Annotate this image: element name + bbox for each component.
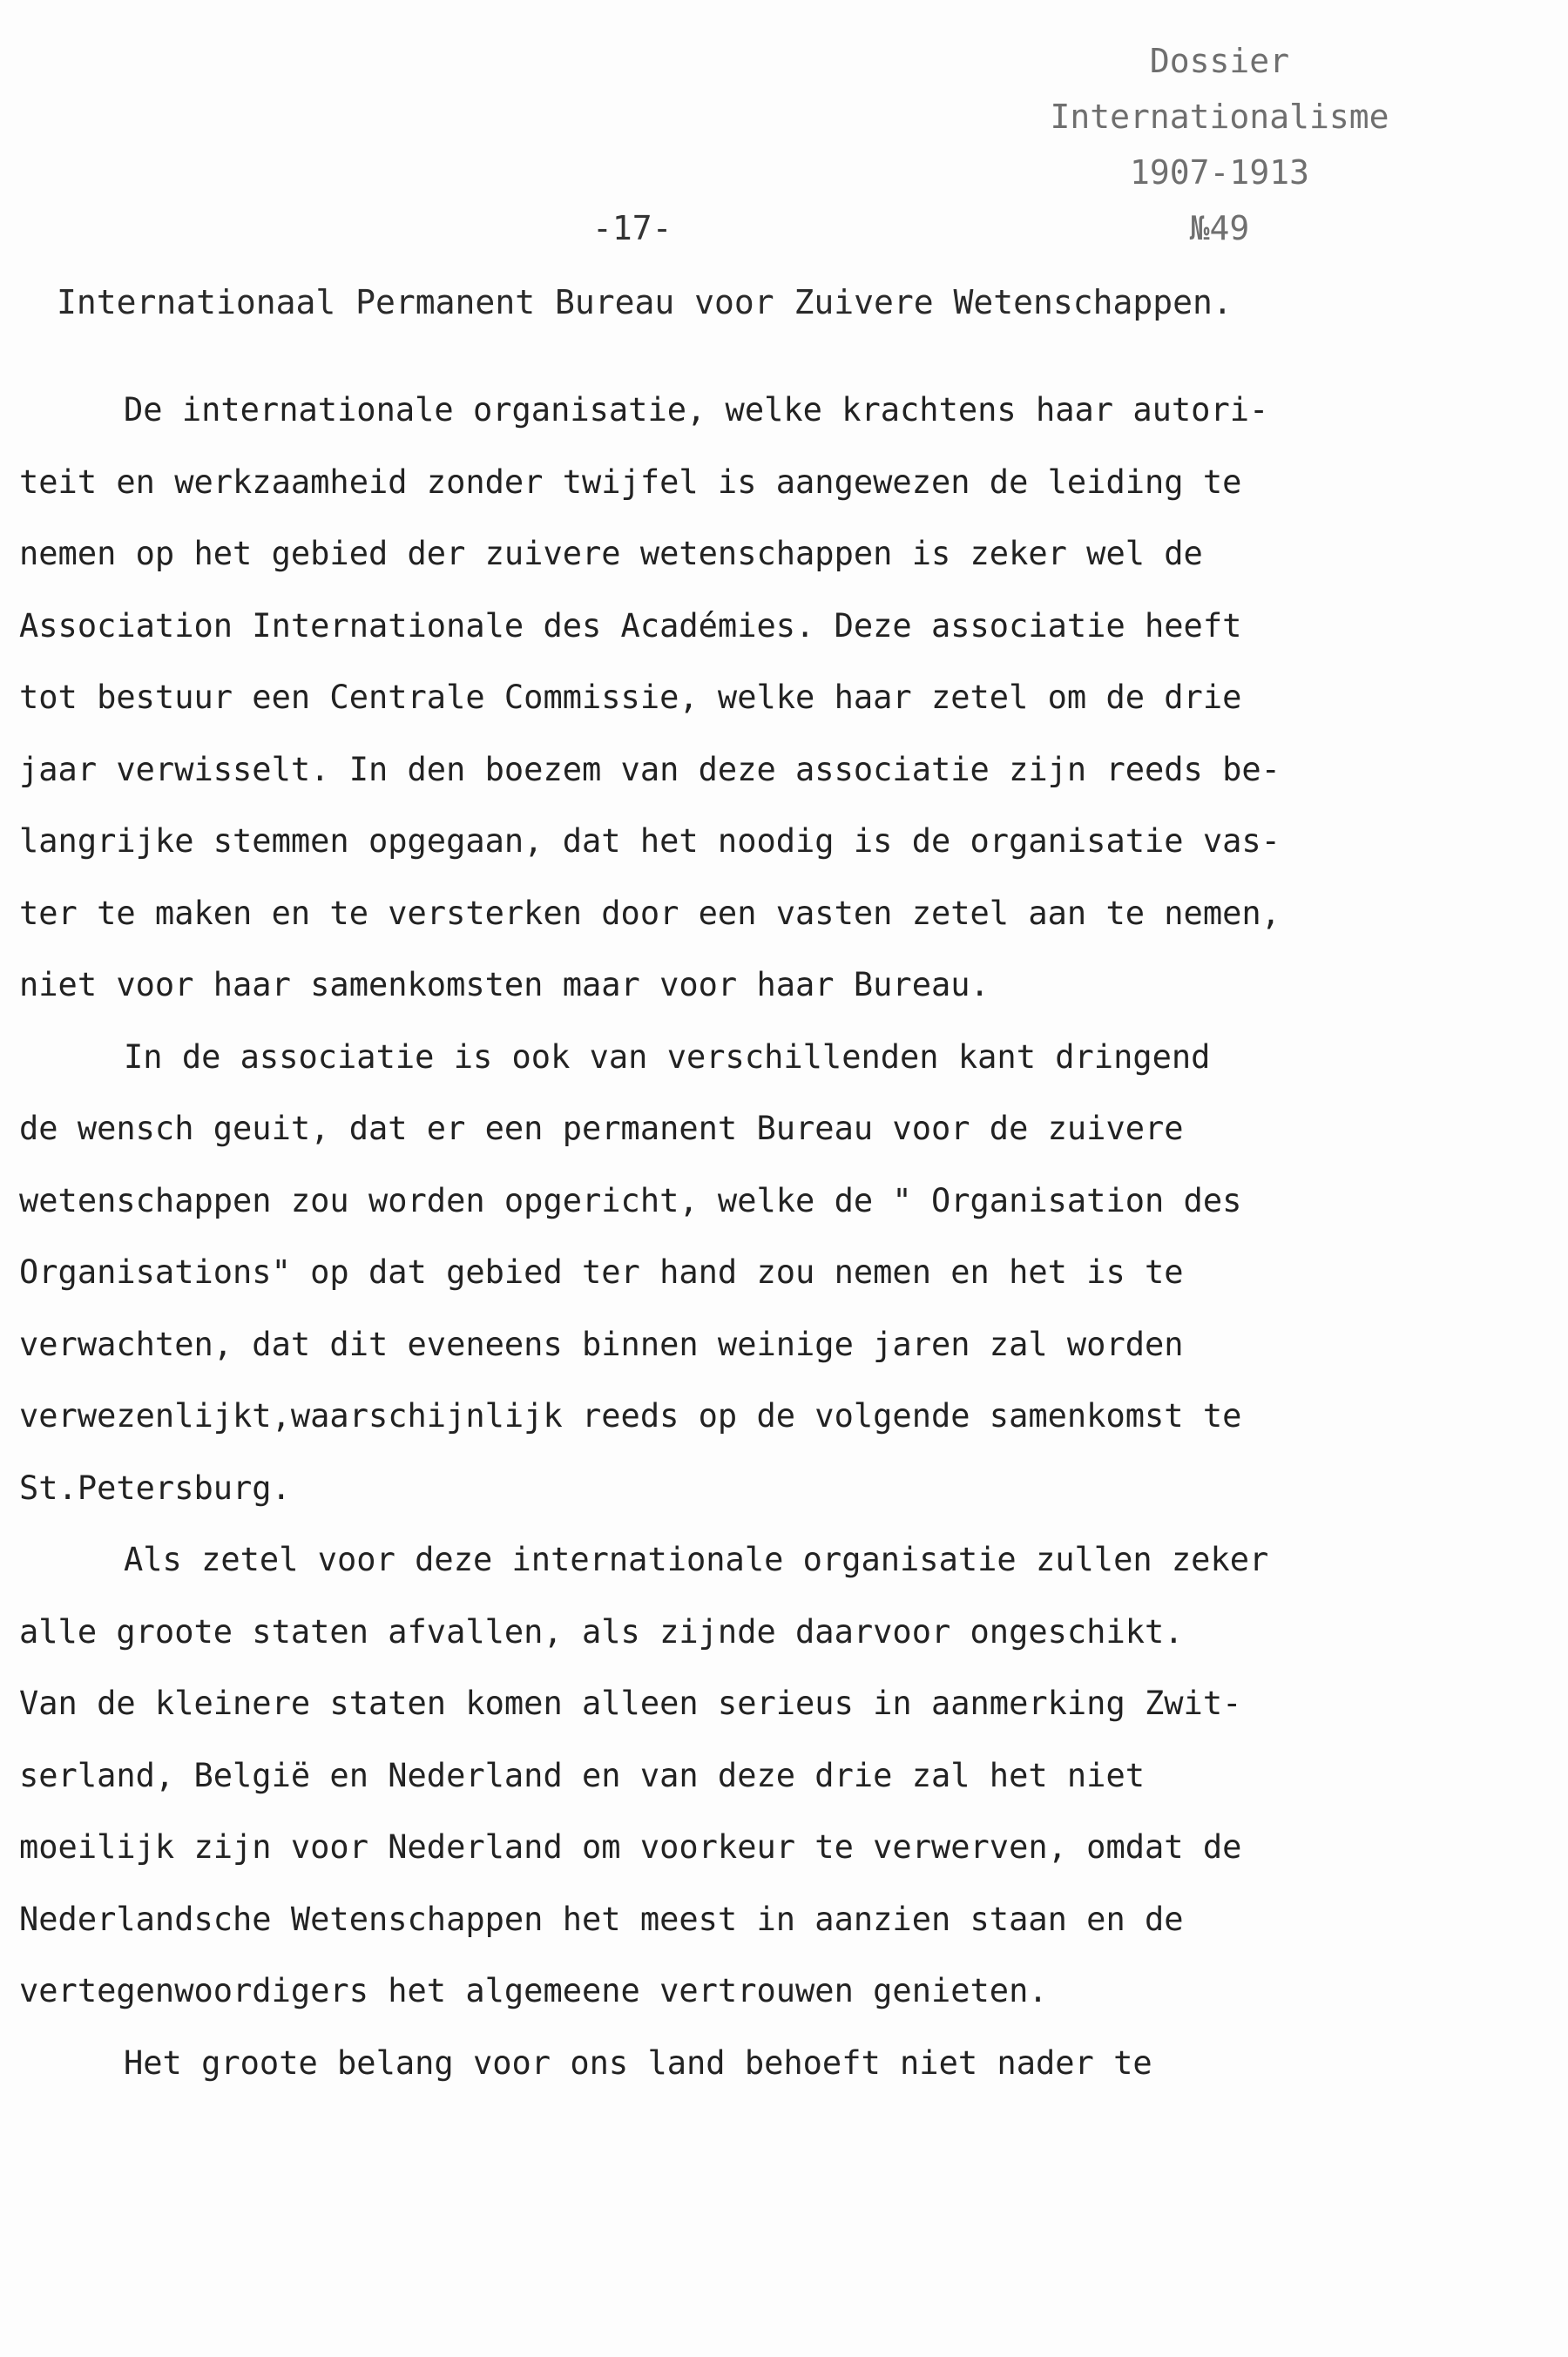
text-line: Organisations" op dat gebied ter hand zou nemen en het is te [19,1253,1184,1291]
text-line: Association Internationale des Académies. Deze associatie heeft [19,606,1242,645]
text-line: vertegenwoordigers het algemeene vertrouwen genieten. [19,1972,1048,2009]
text-line: tot bestuur een Centrale Commissie, welke haar zetel om de drie [19,679,1242,716]
body-text [19,375,1430,2099]
page-number: -17- [592,209,672,247]
text-line: wetenschappen zou worden opgericht, welke de " Organisation des [19,1181,1242,1219]
text-line: In de associatie is ook van verschillenden kant dringend [124,1037,1211,1076]
text-line: alle groote staten afvallen, als zijnde daarvoor ongeschikt. [19,1612,1184,1651]
text-line: niet voor haar samenkomsten maar voor haar Bureau. [19,966,990,1003]
text-line: Van de kleinere staten komen alleen serieus in aanmerking Zwit- [19,1685,1242,1722]
stamp-dossier: Dossier [1149,42,1290,80]
text-line: jaar verwisselt. In den boezem van deze associatie zijn reeds be- [19,750,1281,788]
text-line: Het groote belang voor ons land behoeft niet nader te [124,2043,1152,2082]
archive-stamp [993,33,1446,256]
text-line: langrijke stemmen opgegaan, dat het noodig is de organisatie vas- [19,822,1281,860]
text-line: verwachten, dat dit eveneens binnen weinige jaren zal worden [19,1325,1184,1363]
text-line: Nederlandsche Wetenschappen het meest in aanzien staan en de [19,1900,1184,1938]
text-line: verwezenlijkt,waarschijnlijk reeds op de volgende samenkomst te [19,1397,1242,1435]
text-line: de wensch geuit, dat er een permanent Bureau voor de zuivere [19,1110,1184,1147]
text-line: teit en werkzaamheid zonder twijfel is aangewezen de leiding te [19,463,1242,501]
text-line: nemen op het gebied der zuivere wetenschappen is zeker wel de [19,535,1203,572]
stamp-collection: Internationalisme [1050,98,1389,136]
text-line: De internationale organisatie, welke krachtens haar autori- [124,391,1269,429]
text-line: Als zetel voor deze internationale organisatie zullen zeker [124,1541,1269,1578]
text-line: ter te maken en te versterken door een vasten zetel aan te nemen, [19,894,1281,932]
text-line: St.Petersburg. [19,1469,291,1507]
stamp-years: 1907-1913 [1130,153,1309,192]
text-line: moeilijk zijn voor Nederland om voorkeur te verwerven, omdat de [19,1828,1242,1866]
text-line: serland, België en Nederland en van deze drie zal het niet [19,1756,1146,1794]
stamp-number: №49 [1189,209,1250,247]
document-title: Internationaal Permanent Bureau voor Zuivere Wetenschappen. [57,283,1233,321]
